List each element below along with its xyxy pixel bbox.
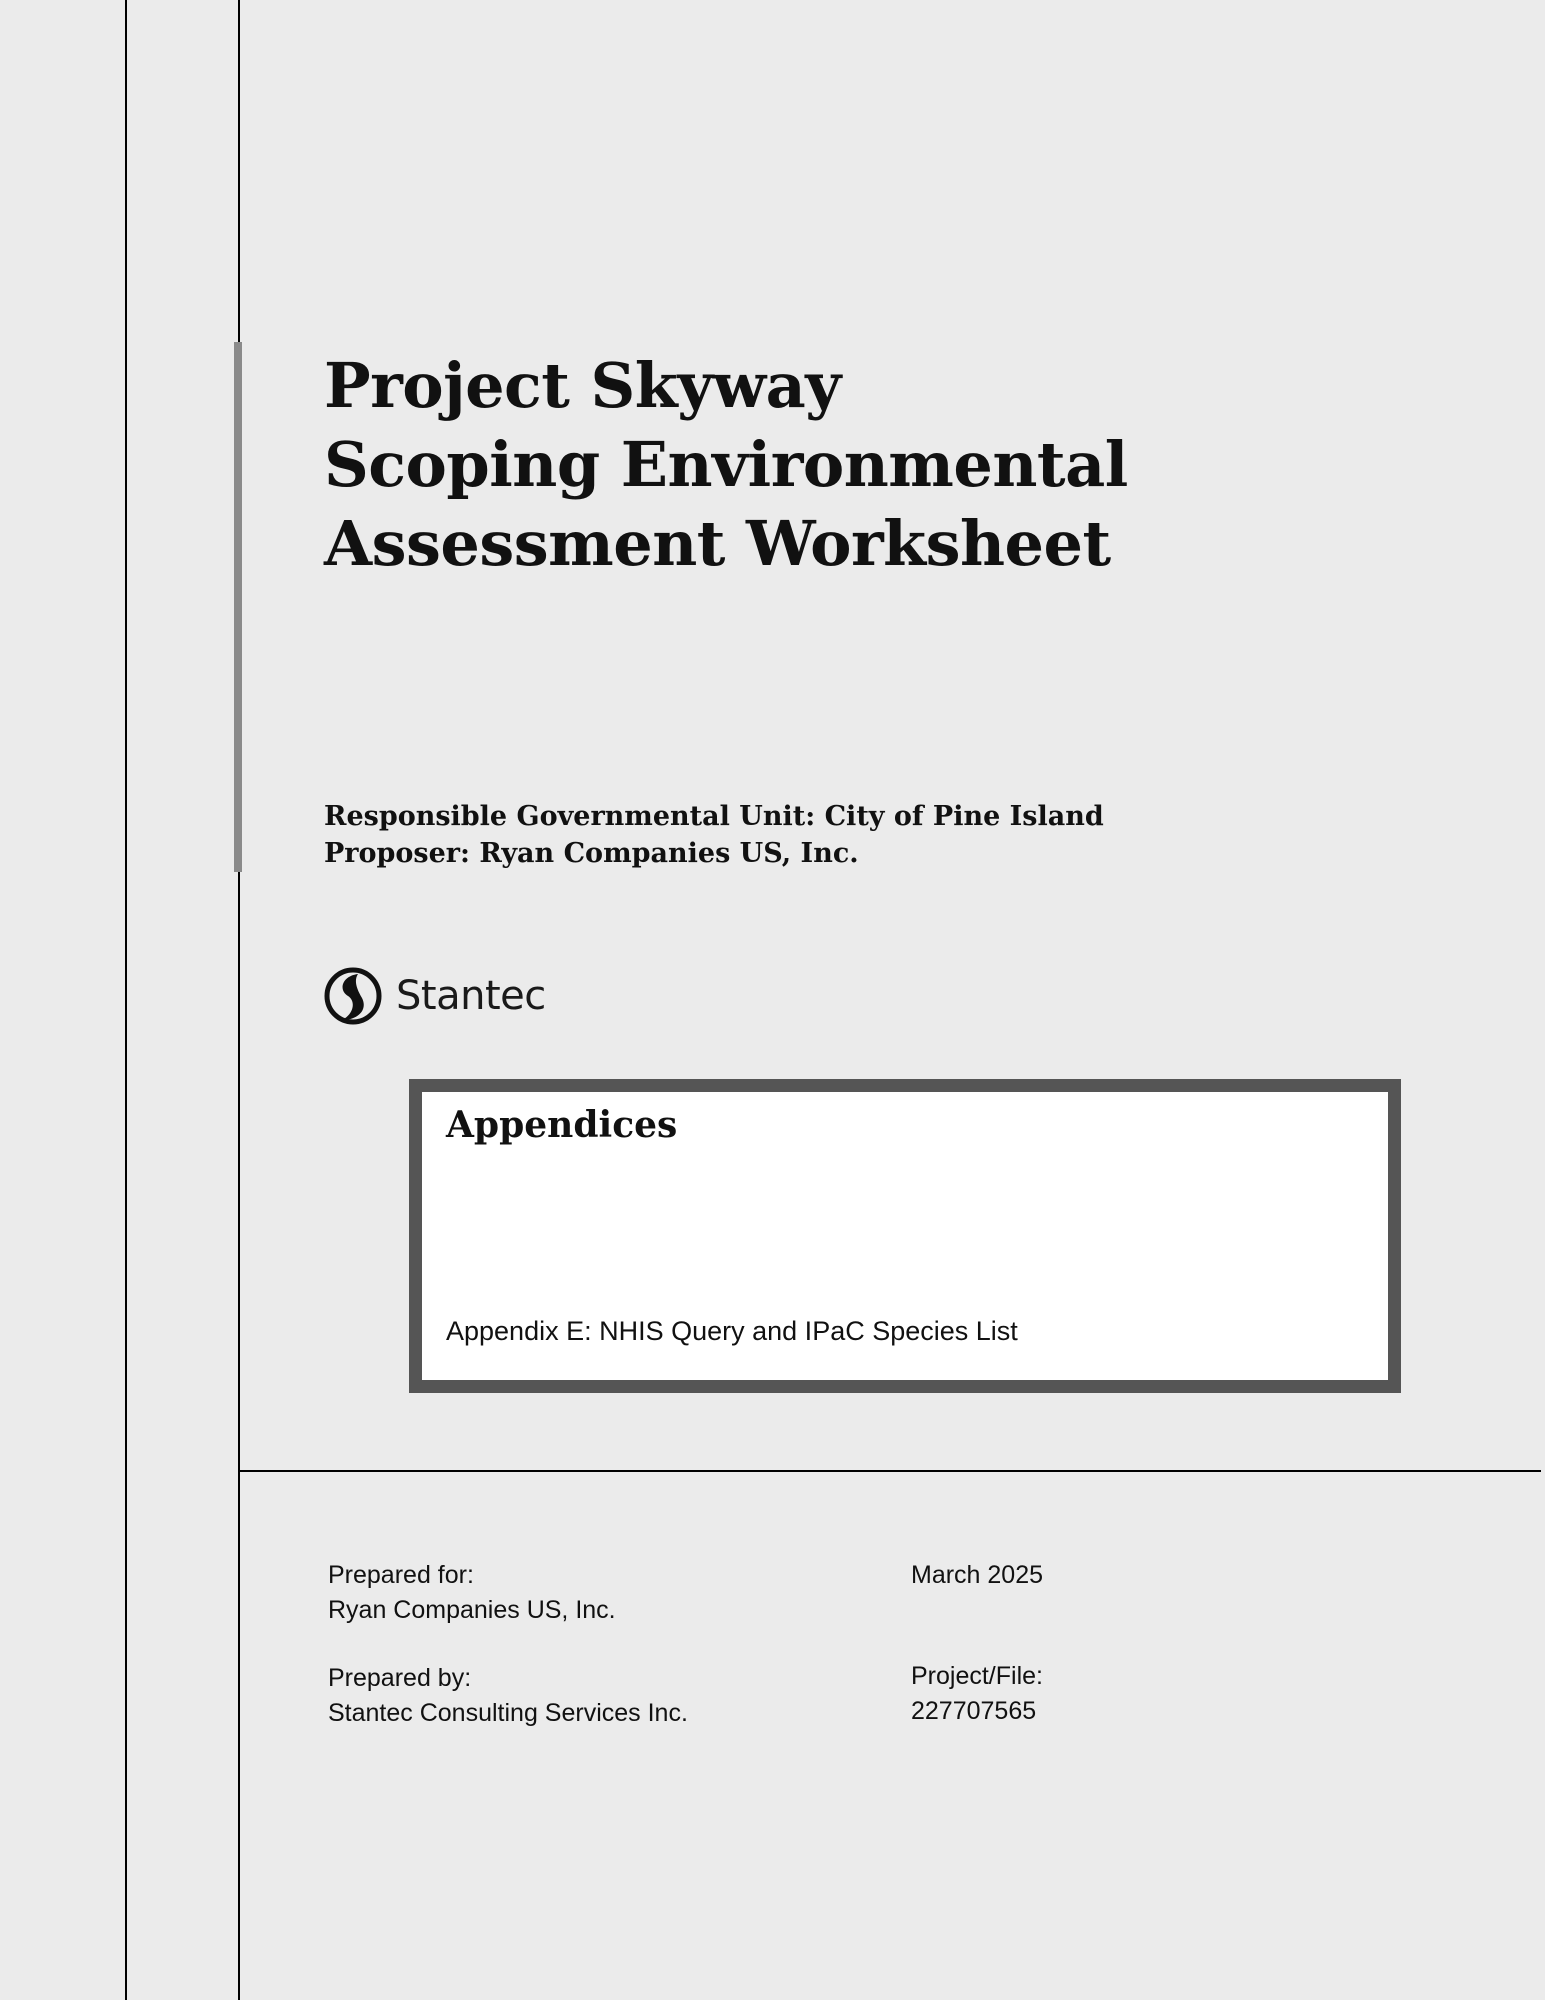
left-margin-rule xyxy=(125,0,127,2000)
prepared-info xyxy=(328,1558,688,1731)
document-info xyxy=(911,1558,1043,1729)
appendix-heading: Appendices xyxy=(446,1104,678,1146)
document-date: March 2025 xyxy=(911,1561,1044,1589)
project-file-label: Project/File: xyxy=(911,1662,1043,1690)
responsible-unit-block xyxy=(324,798,1104,872)
stantec-logo-text: Stantec xyxy=(396,973,546,1019)
prepared-for-value: Ryan Companies US, Inc. xyxy=(328,1596,616,1624)
appendix-box xyxy=(409,1079,1401,1393)
proposer-text: Proposer: Ryan Companies US, Inc. xyxy=(324,838,859,869)
project-file-value: 227707565 xyxy=(911,1697,1037,1725)
footer-divider xyxy=(238,1470,1541,1472)
stantec-logo xyxy=(324,966,546,1026)
title-line-2: Scoping Environmental xyxy=(324,428,1128,501)
stantec-logo-icon xyxy=(324,966,382,1026)
prepared-for-label: Prepared for: xyxy=(328,1561,474,1589)
appendix-item: Appendix E: NHIS Query and IPaC Species List xyxy=(446,1316,1018,1346)
title-line-1: Project Skyway xyxy=(324,349,841,422)
title-line-3: Assessment Worksheet xyxy=(324,507,1111,580)
responsible-unit-text: Responsible Governmental Unit: City of Pine Island xyxy=(324,801,1104,832)
inner-margin-rule xyxy=(238,0,240,2000)
prepared-by-value: Stantec Consulting Services Inc. xyxy=(328,1699,688,1727)
prepared-by-label: Prepared by: xyxy=(328,1664,472,1692)
document-title xyxy=(324,346,1128,583)
title-accent-bar xyxy=(234,342,242,872)
